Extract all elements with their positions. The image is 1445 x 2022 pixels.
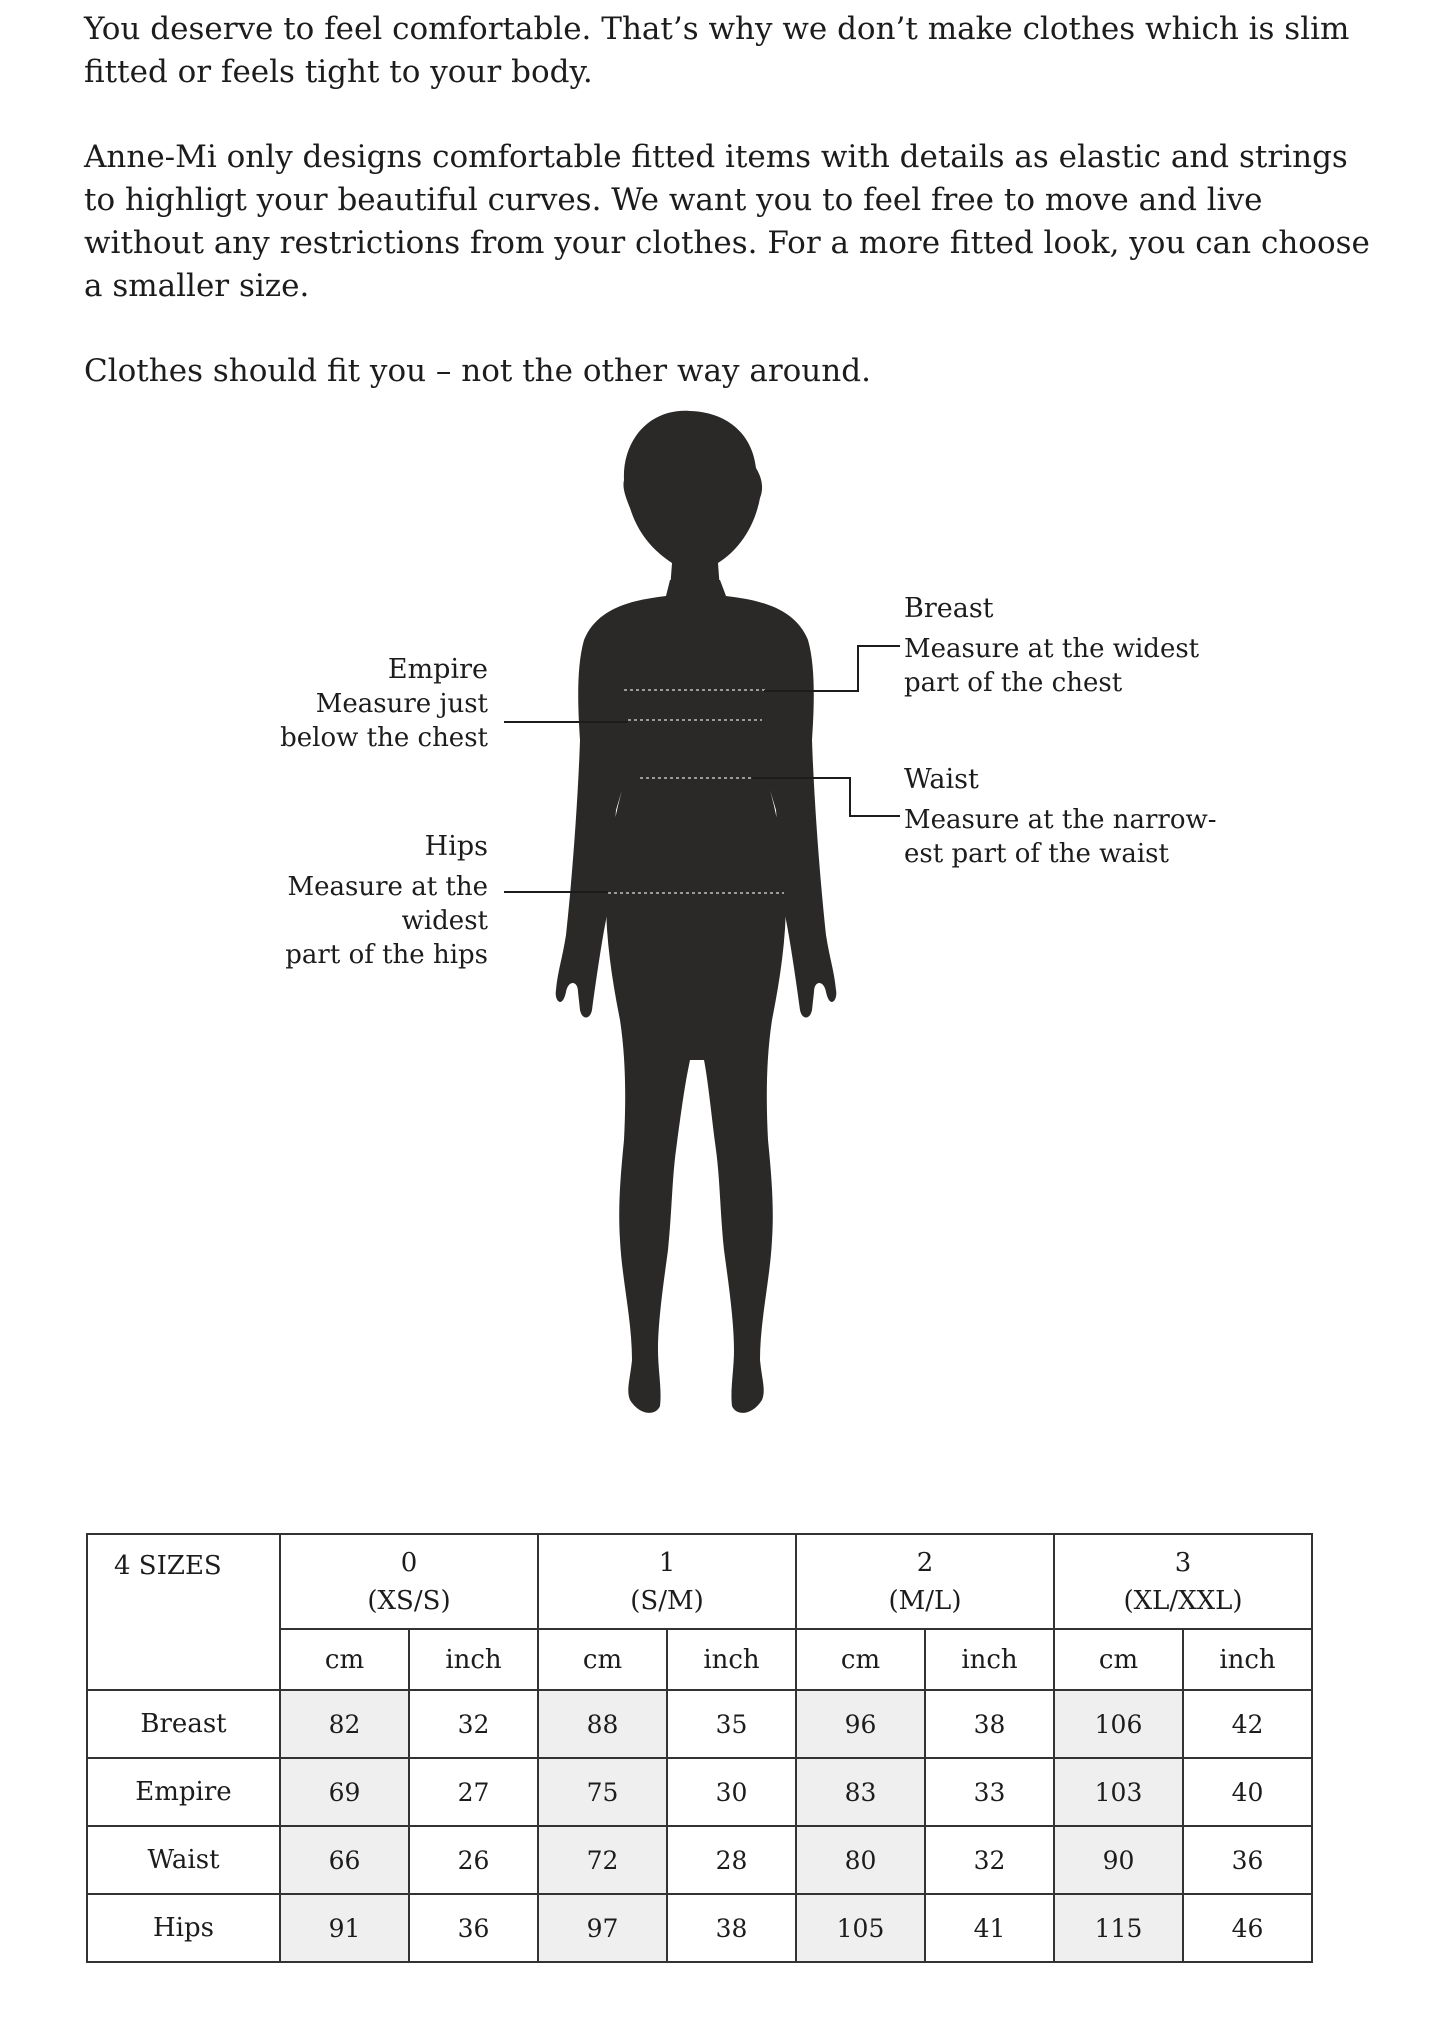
empire-title: Empire xyxy=(387,654,488,685)
size-header-0 xyxy=(280,1534,538,1629)
table-row xyxy=(87,1894,1312,1962)
size-table xyxy=(86,1533,1313,1963)
unit-cm: cm xyxy=(1054,1629,1183,1690)
table-cell: 33 xyxy=(925,1758,1054,1826)
size-header-1 xyxy=(538,1534,796,1629)
table-header-row xyxy=(87,1534,1312,1629)
table-cell: 32 xyxy=(409,1690,538,1758)
unit-inch: inch xyxy=(1183,1629,1312,1690)
table-row xyxy=(87,1758,1312,1826)
table-row xyxy=(87,1690,1312,1758)
row-label-breast: Breast xyxy=(87,1690,280,1758)
unit-cm: cm xyxy=(280,1629,409,1690)
size-number: 2 xyxy=(916,1547,934,1578)
table-corner-label: 4 SIZES xyxy=(87,1534,280,1690)
table-cell: 115 xyxy=(1054,1894,1183,1962)
breast-line-2: part of the chest xyxy=(904,668,1123,698)
table-cell: 82 xyxy=(280,1690,409,1758)
unit-cm: cm xyxy=(538,1629,667,1690)
table-cell: 27 xyxy=(409,1758,538,1826)
table-cell: 40 xyxy=(1183,1758,1312,1826)
waist-line-2: est part of the waist xyxy=(904,839,1169,869)
table-cell: 41 xyxy=(925,1894,1054,1962)
breast-title: Breast xyxy=(904,593,994,624)
table-cell: 38 xyxy=(667,1894,796,1962)
table-cell: 38 xyxy=(925,1690,1054,1758)
size-chart xyxy=(86,1533,1313,1963)
table-cell: 75 xyxy=(538,1758,667,1826)
table-cell: 72 xyxy=(538,1826,667,1894)
table-cell: 90 xyxy=(1054,1826,1183,1894)
size-name: (M/L) xyxy=(888,1585,962,1616)
row-label-empire: Empire xyxy=(87,1758,280,1826)
waist-callout xyxy=(904,763,1224,871)
waist-line-1: Measure at the narrow- xyxy=(904,805,1217,835)
unit-cm: cm xyxy=(796,1629,925,1690)
empire-callout xyxy=(260,653,488,755)
table-cell: 80 xyxy=(796,1826,925,1894)
table-cell: 88 xyxy=(538,1690,667,1758)
size-number: 0 xyxy=(400,1547,418,1578)
table-cell: 30 xyxy=(667,1758,796,1826)
size-name: (XS/S) xyxy=(367,1585,451,1616)
size-number: 3 xyxy=(1174,1547,1192,1578)
table-cell: 91 xyxy=(280,1894,409,1962)
table-cell: 106 xyxy=(1054,1690,1183,1758)
table-cell: 36 xyxy=(409,1894,538,1962)
size-name: (XL/XXL) xyxy=(1123,1585,1243,1616)
table-cell: 96 xyxy=(796,1690,925,1758)
size-header-2 xyxy=(796,1534,1054,1629)
unit-inch: inch xyxy=(925,1629,1054,1690)
table-cell: 42 xyxy=(1183,1690,1312,1758)
table-cell: 105 xyxy=(796,1894,925,1962)
intro-paragraph-2: Anne-Mi only designs comfortable fitted items with details as elastic and strings to highligt your beautiful curves. We want you to feel free to move and live without any restrictions from your clothes. For a more fitted look, you can choose a smaller size. xyxy=(84,139,1370,304)
table-cell: 28 xyxy=(667,1826,796,1894)
table-cell: 26 xyxy=(409,1826,538,1894)
measurement-figure xyxy=(0,380,1445,1460)
row-label-hips: Hips xyxy=(87,1894,280,1962)
hips-callout xyxy=(200,830,488,972)
hips-line-2: part of the hips xyxy=(285,940,488,970)
table-cell: 46 xyxy=(1183,1894,1312,1962)
intro-paragraph-3: Clothes should fit you – not the other way around. xyxy=(84,353,871,389)
breast-callout xyxy=(904,592,1224,700)
size-name: (S/M) xyxy=(630,1585,704,1616)
table-cell: 83 xyxy=(796,1758,925,1826)
table-row xyxy=(87,1826,1312,1894)
table-cell: 32 xyxy=(925,1826,1054,1894)
empire-line-2: below the chest xyxy=(280,723,488,753)
table-cell: 66 xyxy=(280,1826,409,1894)
row-label-waist: Waist xyxy=(87,1826,280,1894)
table-cell: 103 xyxy=(1054,1758,1183,1826)
empire-line-1: Measure just xyxy=(315,689,488,719)
intro-paragraph-1: You deserve to feel comfortable. That’s why we don’t make clothes which is slim fitted or feels tight to your body. xyxy=(84,11,1350,90)
table-cell: 36 xyxy=(1183,1826,1312,1894)
size-number: 1 xyxy=(658,1547,676,1578)
hips-title: Hips xyxy=(424,831,488,862)
unit-inch: inch xyxy=(667,1629,796,1690)
table-cell: 69 xyxy=(280,1758,409,1826)
unit-inch: inch xyxy=(409,1629,538,1690)
table-cell: 97 xyxy=(538,1894,667,1962)
hips-line-1: Measure at the widest xyxy=(287,872,488,936)
breast-line-1: Measure at the widest xyxy=(904,634,1200,664)
size-header-3 xyxy=(1054,1534,1312,1629)
waist-title: Waist xyxy=(904,764,979,795)
table-cell: 35 xyxy=(667,1690,796,1758)
intro-text xyxy=(84,8,1384,435)
